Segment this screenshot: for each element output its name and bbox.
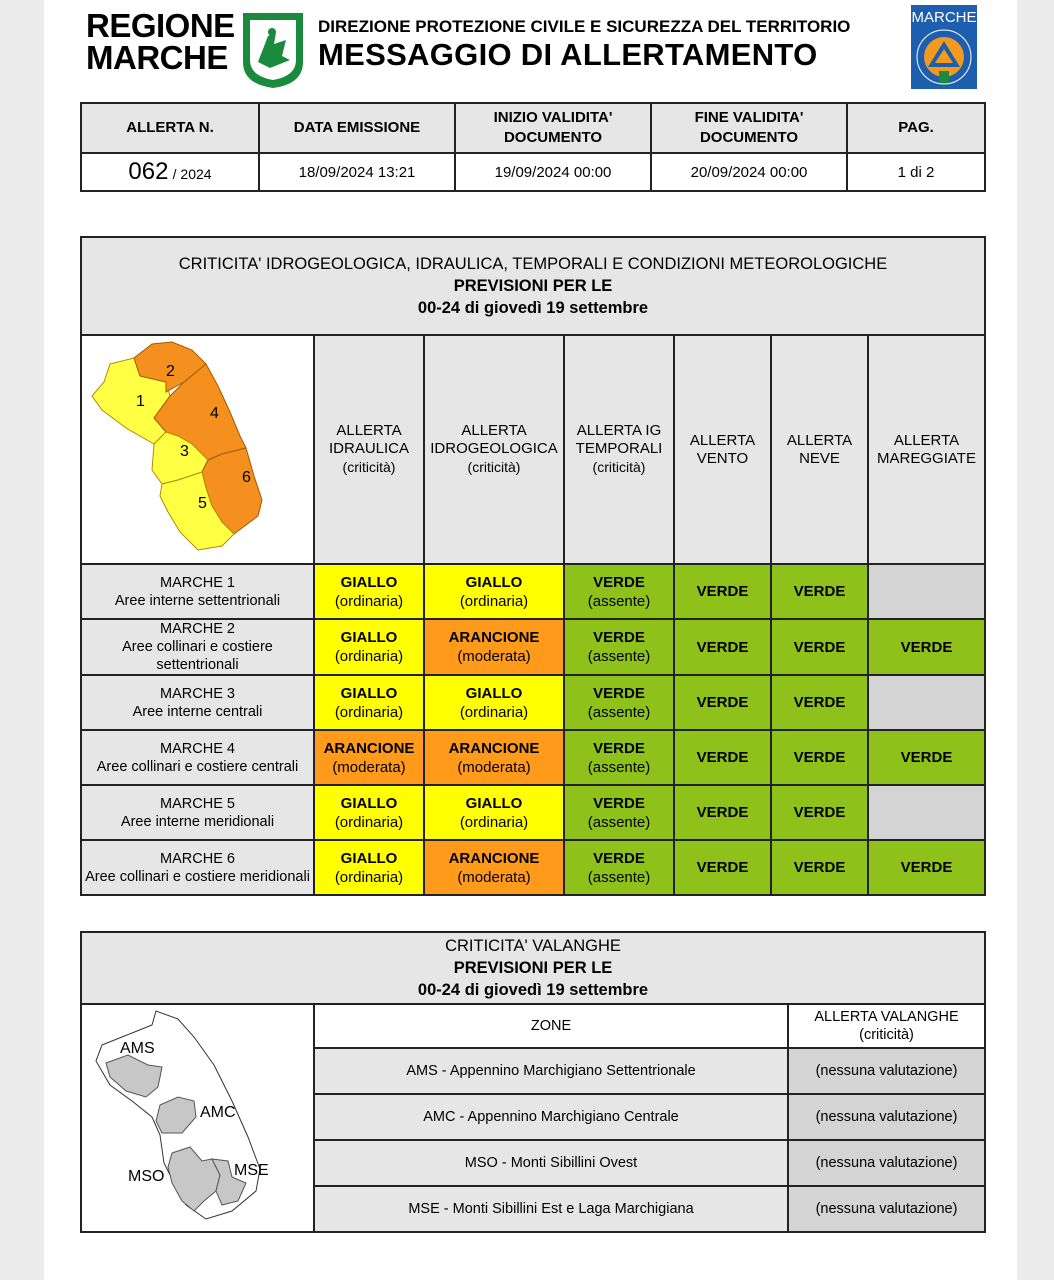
alert-level: GIALLO [340, 629, 398, 646]
alert-level-cell [314, 785, 424, 840]
alert-level-cell [424, 564, 564, 619]
zone-description: Aree interne settentrionali [114, 592, 281, 609]
zone-cell [81, 675, 314, 730]
criticita-table [80, 236, 986, 896]
alert-number-cell [81, 153, 259, 191]
alert-level-cell [674, 564, 771, 619]
alert-info-table [80, 102, 986, 192]
alert-level-cell [564, 619, 674, 675]
map-label-4: 4 [210, 405, 219, 422]
map-label-1: 1 [136, 393, 145, 410]
protezione-civile-logo-icon [911, 5, 977, 89]
alert-criticality: (moderata) [457, 758, 531, 776]
alert-criticality: (moderata) [457, 868, 531, 886]
alert-level-cell [424, 619, 564, 675]
alert-level: VERDE [593, 573, 645, 591]
valanghe-value: (nessuna valutazione) [788, 1094, 985, 1140]
alert-level-cell [771, 675, 868, 730]
alert-level-cell [564, 785, 674, 840]
alert-level-cell [771, 564, 868, 619]
alert-level-cell [868, 730, 985, 785]
alert-criticality: (ordinaria) [459, 592, 529, 610]
alert-level: VERDE [593, 629, 645, 646]
alert-level: ARANCIONE [448, 849, 540, 867]
alert-level-cell [868, 564, 985, 619]
alert-level-cell [424, 840, 564, 895]
zone-description: Aree collinari e costiere centrali [96, 758, 299, 775]
zones-map [81, 335, 314, 564]
zone-cell [81, 564, 314, 619]
column-header-idraulica: ALLERTA IDRAULICA (criticità) [314, 335, 424, 564]
alert-criticality: (assente) [587, 758, 651, 776]
map-label-amc: AMC [200, 1104, 236, 1121]
alert-level: GIALLO [465, 573, 523, 591]
alert-criticality: (assente) [587, 703, 651, 721]
map-label-5: 5 [198, 495, 207, 512]
zone-description: Aree collinari e costiere settentrionali [122, 639, 273, 673]
alert-level-cell [314, 619, 424, 675]
valanghe-table [80, 931, 986, 1233]
valanghe-header-alert: ALLERTA VALANGHE (criticità) [788, 1004, 985, 1048]
alert-level-cell [564, 564, 674, 619]
valanghe-header-zone: ZONE [314, 1004, 788, 1048]
alert-level-cell [314, 840, 424, 895]
validity-end: 20/09/2024 00:00 [651, 153, 847, 191]
alert-level-cell [314, 675, 424, 730]
valanghe-value: (nessuna valutazione) [788, 1186, 985, 1232]
alert-level: GIALLO [340, 794, 398, 812]
alert-level: ARANCIONE [448, 739, 540, 757]
alert-level: VERDE [793, 804, 846, 821]
alert-level: VERDE [696, 694, 749, 711]
alert-level: GIALLO [340, 573, 398, 591]
criticita-row [81, 730, 985, 785]
criticita-row [81, 785, 985, 840]
department-name: DIREZIONE PROTEZIONE CIVILE E SICUREZZA DEL TERRITORIO [318, 17, 851, 36]
alert-criticality: (moderata) [332, 758, 406, 776]
valanghe-title: CRITICITA' VALANGHE PREVISIONI PER LE 00-24 di giovedì 19 settembre [81, 932, 985, 1004]
alert-criticality: (ordinaria) [334, 703, 404, 721]
criticita-rows [81, 564, 985, 895]
alert-criticality: (moderata) [457, 648, 531, 665]
regione-marche-emblem-icon [240, 10, 306, 90]
regione-marche-logo-text: REGIONE MARCHE [86, 7, 235, 76]
criticita-row [81, 840, 985, 895]
valanghe-zone-row: MSE - Monti Sibillini Est e Laga Marchigiana [314, 1186, 788, 1232]
emission-date: 18/09/2024 13:21 [259, 153, 455, 191]
alert-level: VERDE [793, 694, 846, 711]
alert-level: GIALLO [465, 684, 523, 702]
alert-level: VERDE [793, 583, 846, 600]
alert-criticality: (ordinaria) [334, 813, 404, 831]
header-validity-end: FINE VALIDITA' DOCUMENTO [651, 103, 847, 153]
zone-cell [81, 785, 314, 840]
alert-level: ARANCIONE [448, 629, 540, 646]
alert-level-cell [868, 785, 985, 840]
map-label-mso: MSO [128, 1168, 165, 1185]
valanghe-zone-row: AMC - Appennino Marchigiano Centrale [314, 1094, 788, 1140]
zone-description: Aree interne centrali [132, 703, 263, 720]
zone-name: MARCHE 6 [160, 850, 235, 867]
header-page: PAG. [847, 103, 985, 153]
criticita-row [81, 564, 985, 619]
alert-level-cell [424, 785, 564, 840]
alert-criticality: (assente) [587, 813, 651, 831]
criticita-title: CRITICITA' IDROGEOLOGICA, IDRAULICA, TEMPORALI E CONDIZIONI METEOROLOGICHE PREVISIONI PER LE 00-24 di giovedì 19 settembre [81, 237, 985, 335]
alert-criticality: (ordinaria) [459, 703, 529, 721]
map-label-3: 3 [180, 443, 189, 460]
map-label-6: 6 [242, 469, 251, 486]
alert-criticality: (ordinaria) [334, 648, 404, 665]
map-label-ams: AMS [120, 1040, 155, 1057]
avalanche-zones-map [81, 1004, 314, 1232]
alert-level-cell [674, 619, 771, 675]
alert-level-cell [674, 840, 771, 895]
map-label-mse: MSE [234, 1162, 269, 1179]
message-title: MESSAGGIO DI ALLERTAMENTO [318, 37, 818, 72]
alert-criticality: (ordinaria) [459, 813, 529, 831]
zone-name: MARCHE 5 [160, 795, 235, 812]
alert-level: VERDE [593, 739, 645, 757]
alert-level: VERDE [696, 804, 749, 821]
alert-number: 062 [128, 158, 169, 185]
document-page [44, 0, 1017, 1280]
alert-level: ARANCIONE [323, 739, 415, 757]
alert-level: VERDE [696, 749, 749, 766]
alert-level-cell [674, 730, 771, 785]
map-label-2: 2 [166, 363, 175, 380]
alert-level-cell [674, 675, 771, 730]
alert-level: GIALLO [465, 794, 523, 812]
alert-criticality: (ordinaria) [334, 868, 404, 886]
zone-name: MARCHE 2 [160, 621, 235, 637]
alert-level-cell [314, 564, 424, 619]
alert-level: VERDE [593, 849, 645, 867]
alert-level: VERDE [593, 684, 645, 702]
zone-cell [81, 619, 314, 675]
alert-level-cell [564, 730, 674, 785]
alert-level-cell [771, 730, 868, 785]
marche-zones-map-icon [82, 336, 313, 565]
zone-cell [81, 840, 314, 895]
header-emission-date: DATA EMISSIONE [259, 103, 455, 153]
alert-level-cell [564, 840, 674, 895]
alert-level: VERDE [900, 638, 953, 656]
column-header-mareggiate: ALLERTA MAREGGIATE [868, 335, 985, 564]
alert-criticality: (assente) [587, 648, 651, 665]
valanghe-value: (nessuna valutazione) [788, 1140, 985, 1186]
valanghe-zone-row: AMS - Appennino Marchigiano Settentrionale [314, 1048, 788, 1094]
alert-year: / 2024 [172, 166, 212, 182]
alert-level-cell [771, 785, 868, 840]
zone-name: MARCHE 3 [160, 685, 235, 702]
svg-text:MARCHE: MARCHE [911, 9, 977, 26]
alert-level-cell [868, 619, 985, 675]
alert-level: VERDE [900, 859, 953, 876]
validity-start: 19/09/2024 00:00 [455, 153, 651, 191]
alert-level-cell [771, 840, 868, 895]
alert-level: VERDE [900, 749, 953, 766]
header-validity-start: INIZIO VALIDITA' DOCUMENTO [455, 103, 651, 153]
alert-level: VERDE [696, 638, 749, 656]
alert-criticality: (assente) [587, 868, 651, 886]
alert-level-cell [868, 675, 985, 730]
alert-level: VERDE [793, 859, 846, 876]
alert-level-cell [314, 730, 424, 785]
alert-level-cell [771, 619, 868, 675]
column-header-idrogeologica: ALLERTA IDROGEOLOGICA (criticità) [424, 335, 564, 564]
column-header-vento: ALLERTA VENTO [674, 335, 771, 564]
header-alert-number: ALLERTA N. [81, 103, 259, 153]
criticita-row [81, 619, 985, 675]
zone-cell [81, 730, 314, 785]
alert-level: GIALLO [340, 849, 398, 867]
alert-level-cell [868, 840, 985, 895]
alert-level: VERDE [593, 794, 645, 812]
alert-criticality: (ordinaria) [334, 592, 404, 610]
alert-level-cell [424, 675, 564, 730]
zone-description: Aree collinari e costiere meridionali [85, 868, 310, 885]
valanghe-value: (nessuna valutazione) [788, 1048, 985, 1094]
alert-level-cell [564, 675, 674, 730]
zone-name: MARCHE 1 [160, 574, 235, 591]
zone-description: Aree interne meridionali [120, 813, 275, 830]
avalanche-zones-map-icon [82, 1005, 313, 1231]
alert-level: VERDE [696, 859, 749, 876]
alert-criticality: (assente) [587, 592, 651, 610]
alert-level: VERDE [793, 638, 846, 656]
valanghe-zone-row: MSO - Monti Sibillini Ovest [314, 1140, 788, 1186]
alert-level: VERDE [793, 749, 846, 766]
page-number: 1 di 2 [847, 153, 985, 191]
column-header-neve: ALLERTA NEVE [771, 335, 868, 564]
alert-level: VERDE [696, 583, 749, 600]
column-header-temporali: ALLERTA IG TEMPORALI (criticità) [564, 335, 674, 564]
zone-name: MARCHE 4 [160, 740, 235, 757]
alert-level: GIALLO [340, 684, 398, 702]
criticita-row [81, 675, 985, 730]
alert-level-cell [424, 730, 564, 785]
alert-level-cell [674, 785, 771, 840]
